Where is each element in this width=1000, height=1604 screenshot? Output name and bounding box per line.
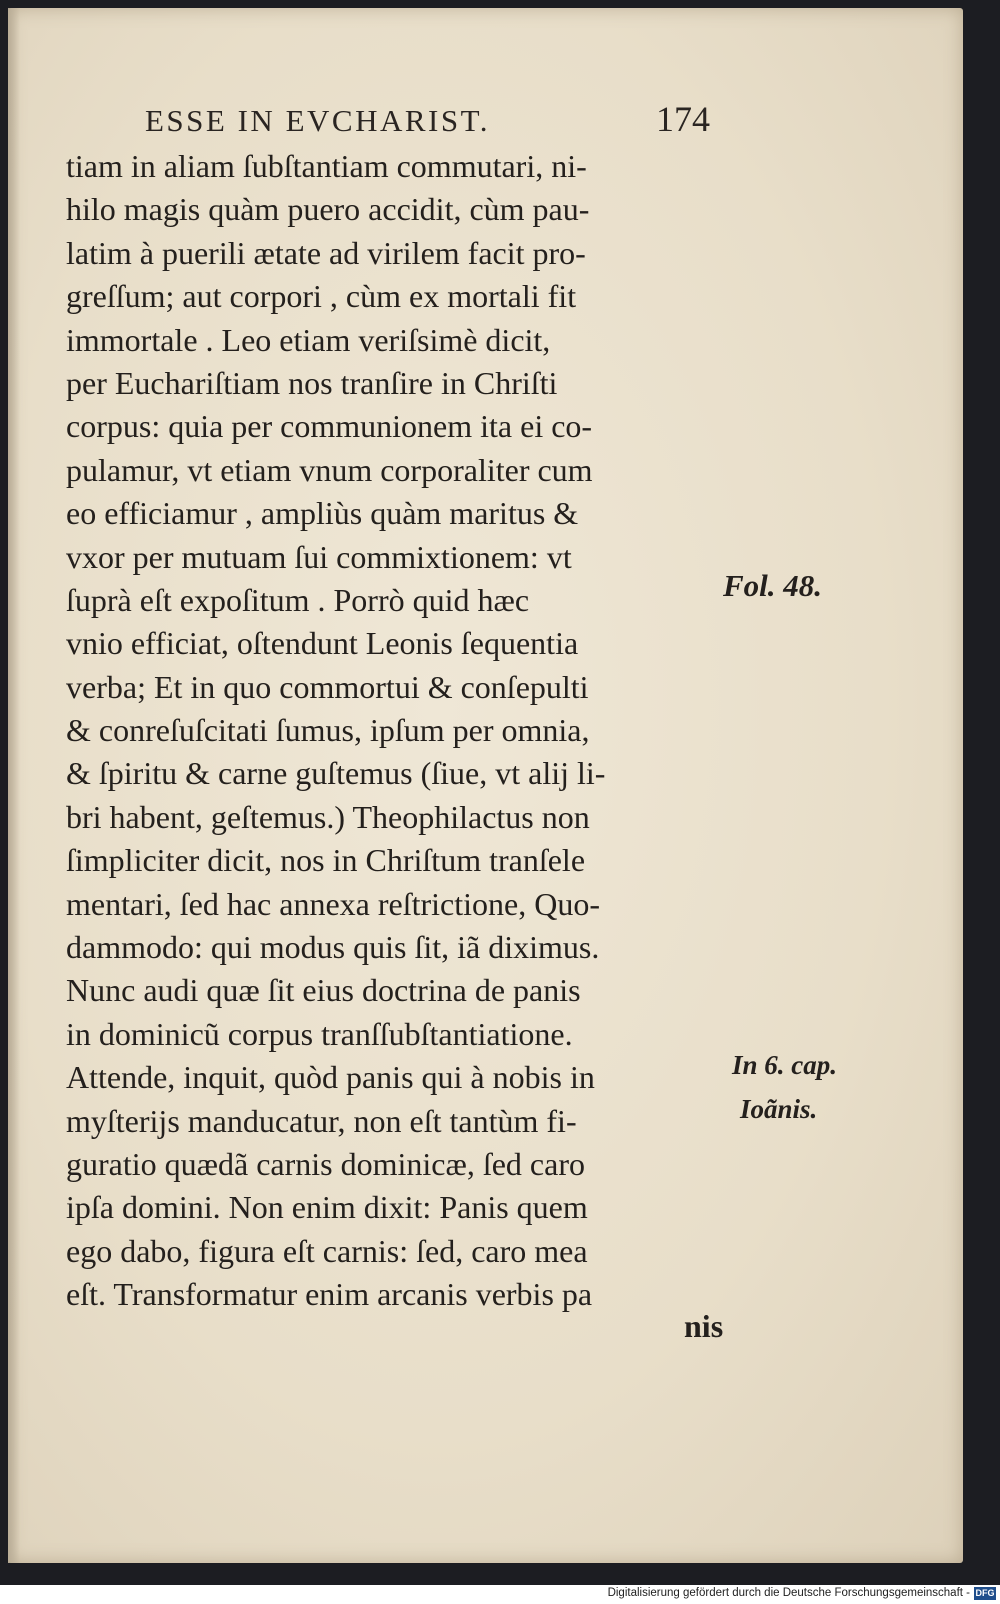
text-line: dammodo: qui modus quis ſit, iã diximus. [66,929,600,966]
text-line: vxor per mutuam ſui commixtionem: vt [66,538,572,575]
text-line: & conreſuſcitati ſumus, ipſum per omnia, [66,712,590,749]
text-line: in dominicũ corpus tranſſubſtantiatione. [66,1015,573,1052]
dfg-logo: DFG [975,1588,995,1598]
text-line: eo efficiamur , ampliùs quàm maritus & [66,495,579,532]
running-head: ESSE IN EVCHARIST. [145,103,490,138]
text-line: mentari, ſed hac annexa reſtrictione, Quo- [66,885,600,922]
text-line: Attende, inquit, quòd panis qui à nobis in [66,1059,595,1096]
margin-note-fol: Fol. 48. [723,568,823,603]
text-line: eſt. Transformatur enim arcanis verbis pa [66,1276,593,1313]
text-line: vnio efficiat, oſtendunt Leonis ſequentia [66,625,579,662]
text-line: guratio quædã carnis dominicæ, ſed caro [66,1145,585,1182]
text-line: & ſpiritu & carne guſtemus (ſiue, vt alij li- [66,755,606,792]
page-number: 174 [656,99,710,139]
text-line: latim à puerili ætate ad virilem facit pro- [66,234,586,271]
text-line: Nunc audi quæ ſit eius doctrina de panis [66,972,581,1009]
text-line: pulamur, vt etiam vnum corporaliter cum [66,451,593,488]
text-line: myſterijs manducatur, non eſt tantùm fi- [66,1102,577,1139]
text-line: ſimpliciter dicit, nos in Chriſtum tranſele [66,842,586,879]
margin-note-cap: In 6. cap. [732,1050,838,1080]
footer-credit: Digitalisierung gefördert durch die Deutsche Forschungsgemeinschaft - [607,1587,970,1599]
page-gutter-shadow [8,8,20,1563]
text-line: bri habent, geſtemus.) Theophilactus non [66,798,590,835]
text-line: corpus: quia per communionem ita ei co- [66,408,593,445]
text-line: ſuprà eſt expoſitum . Porrò quid hæc [66,581,530,618]
text-line: tiam in aliam ſubſtantiam commutari, ni- [66,148,587,184]
catchword: nis [684,1308,724,1344]
body-text [66,145,746,1317]
text-line: ipſa domini. Non enim dixit: Panis quem [66,1189,588,1226]
text-line: per Euchariſtiam nos tranſire in Chriſti [66,364,558,401]
margin-note-ioannis: Ioãnis. [740,1094,818,1124]
text-line: greſſum; aut corpori , cùm ex mortali fit [66,278,577,315]
text-line: immortale . Leo etiam veriſsimè dicit, [66,321,551,358]
text-line: verba; Et in quo commortui & conſepulti [66,668,589,705]
text-line: hilo magis quàm puero accidit, cùm pau- [66,191,590,228]
text-line: ego dabo, figura eſt carnis: ſed, caro mea [66,1232,588,1269]
